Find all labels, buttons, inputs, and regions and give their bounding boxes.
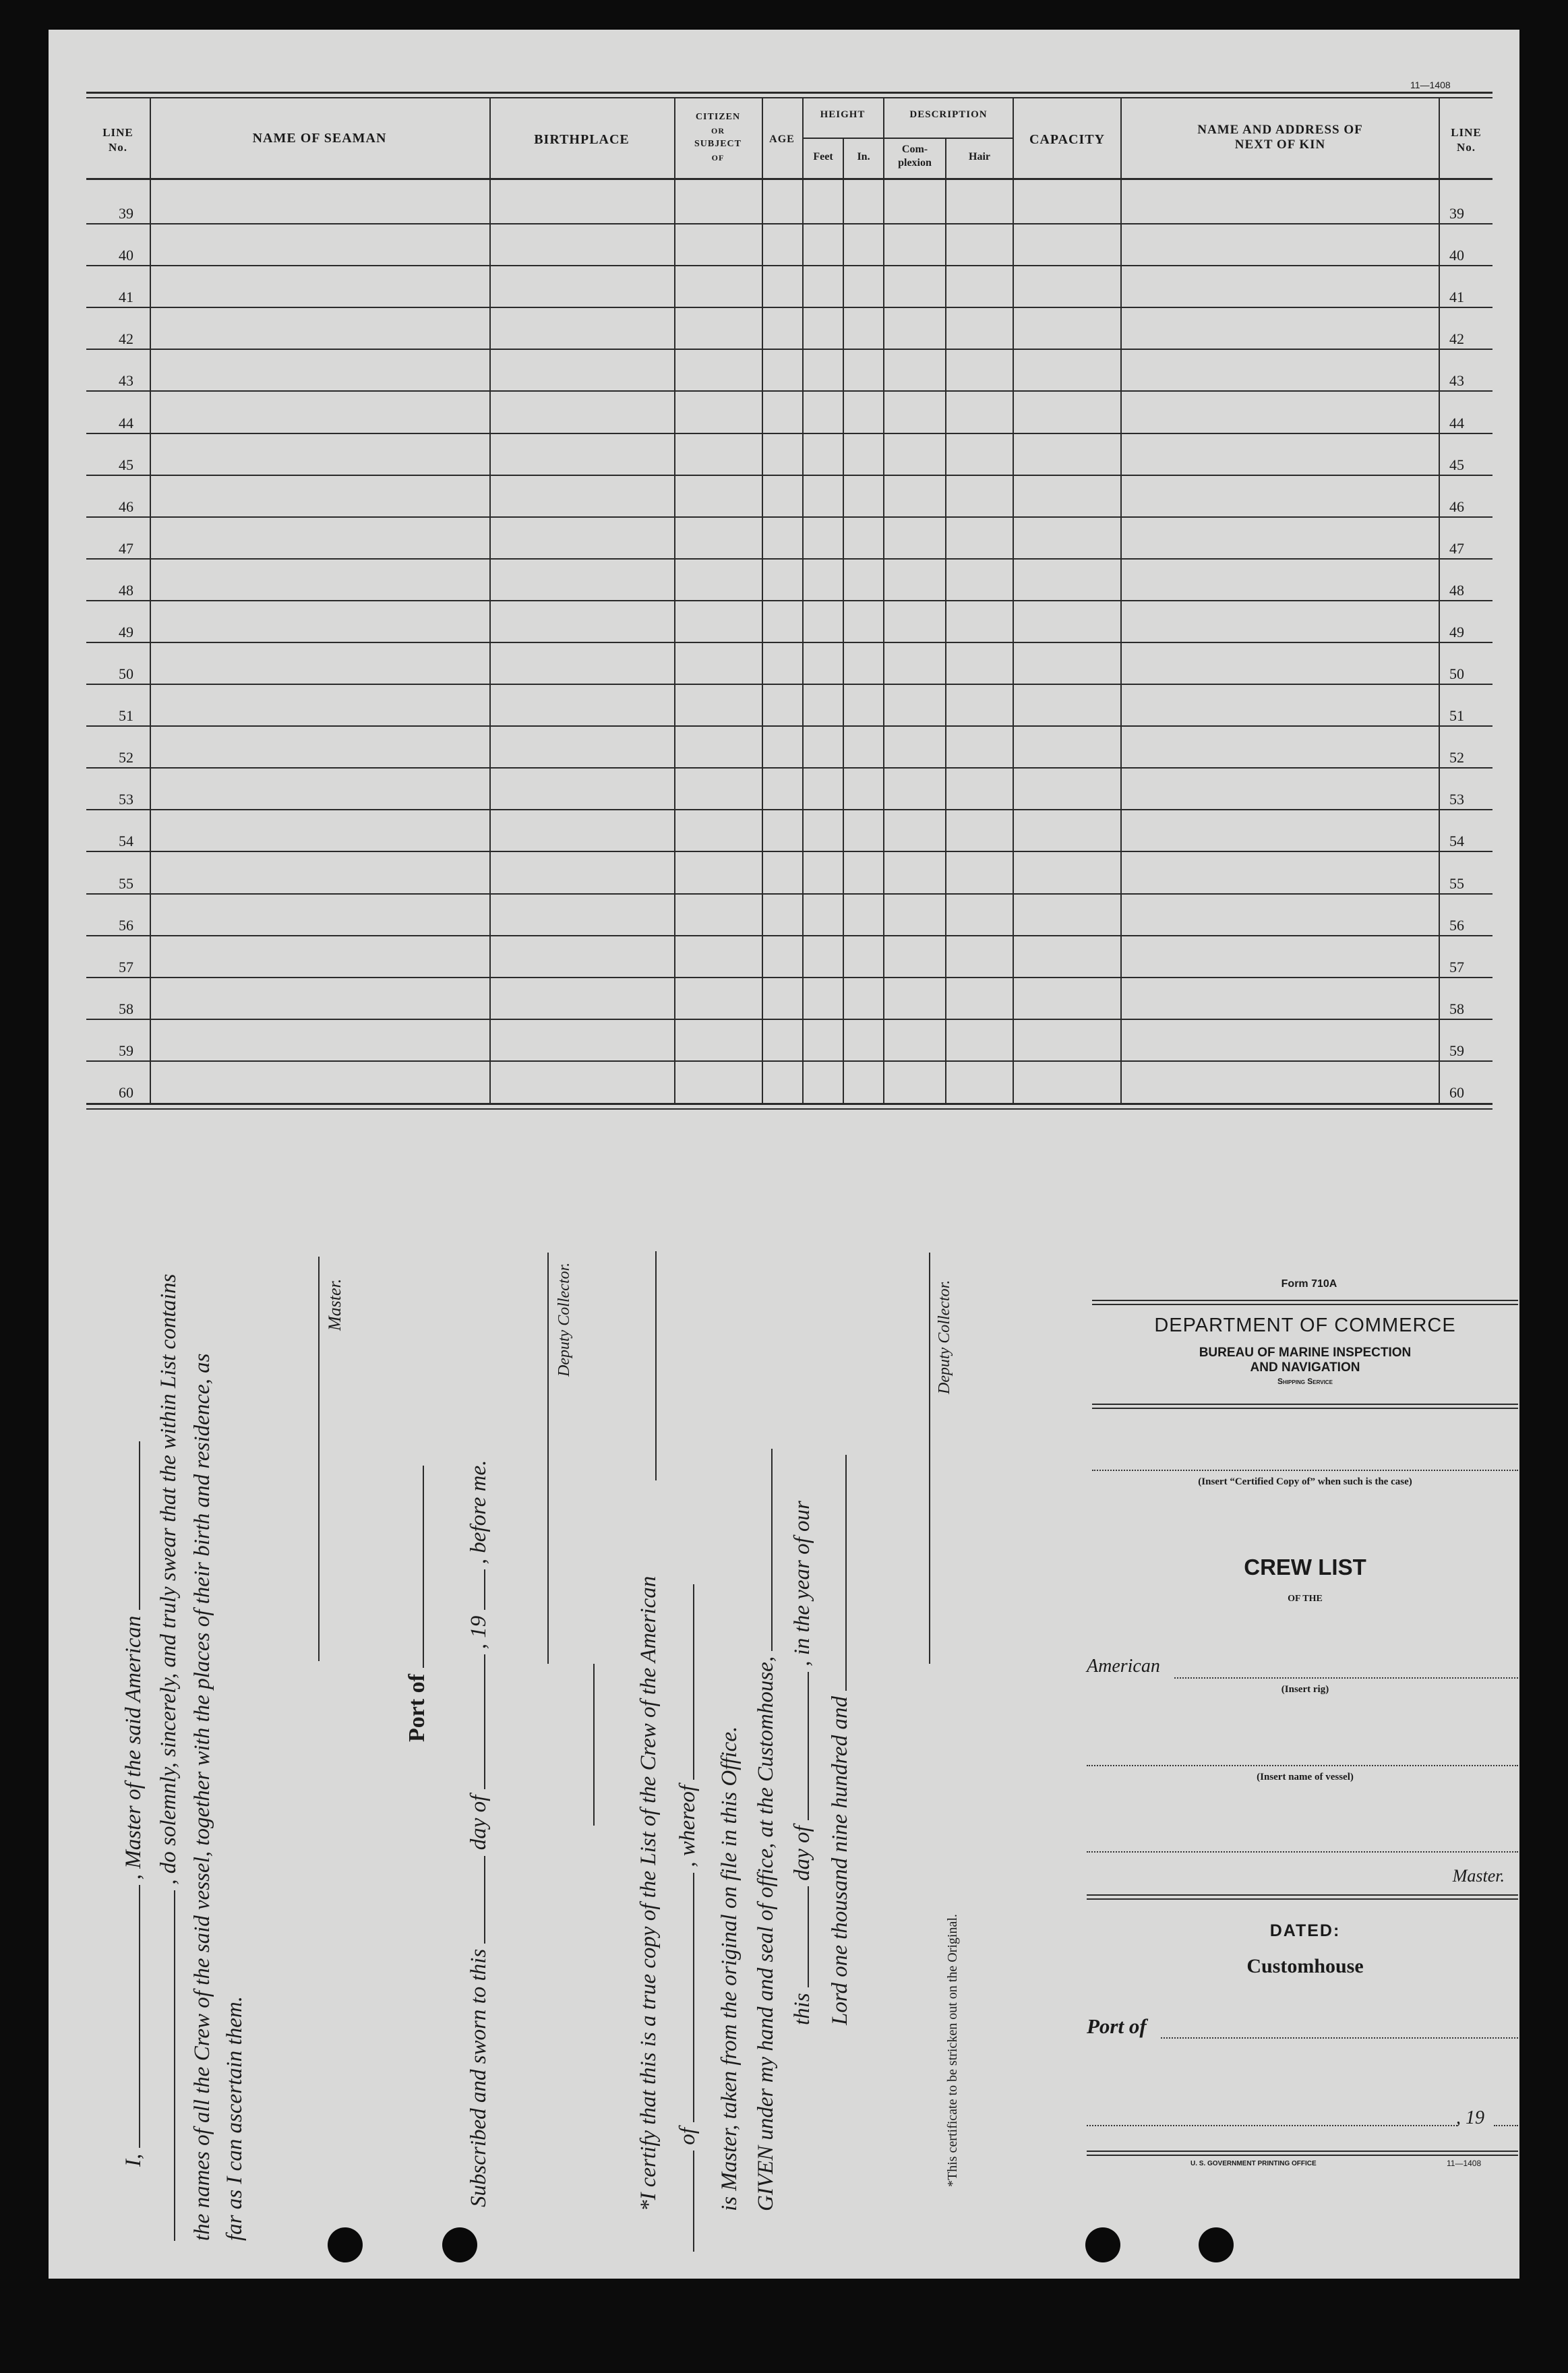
- cover-rule: [1087, 2155, 1518, 2156]
- header-text: NEXT OF KIN: [1234, 138, 1326, 152]
- line-number-left: 50: [119, 665, 133, 683]
- line-number-right: 43: [1449, 372, 1464, 390]
- header-text: LINE: [102, 126, 133, 139]
- line-number-right: 46: [1449, 498, 1464, 515]
- line-number-left: 56: [119, 916, 133, 934]
- table-top-rule-2: [86, 97, 1492, 98]
- line-number-left: 55: [119, 874, 133, 892]
- month-blank[interactable]: [484, 1654, 485, 1789]
- oath-port-of: [404, 1466, 430, 1742]
- oath-text: , Master of the said American: [121, 1615, 146, 1880]
- oath-text: this: [790, 1993, 814, 2025]
- dated-label: DATED:: [1269, 1921, 1341, 1940]
- line-number-right: 55: [1449, 874, 1464, 892]
- of-the-label: OF THE: [1288, 1594, 1323, 1604]
- cover-rule: [1092, 1304, 1518, 1305]
- header-text: LINE: [1451, 126, 1482, 139]
- whereof-blank[interactable]: [693, 1584, 694, 1780]
- table-header-rule: [86, 178, 1492, 180]
- table-top-rule: [86, 92, 1492, 94]
- line-number-right: 56: [1449, 916, 1464, 934]
- cover-rule: [1092, 1300, 1518, 1301]
- form-number: Form 710A: [1281, 1278, 1337, 1290]
- cover-rule: [1087, 2151, 1518, 2152]
- line-number-left: 51: [119, 707, 133, 725]
- table-row[interactable]: [86, 559, 1492, 601]
- insert-certified-note: (Insert “Certified Copy of” when such is the case): [1198, 1476, 1412, 1487]
- header-name-of-seaman: NAME OF SEAMAN: [252, 131, 387, 146]
- line-number-left: 48: [119, 581, 133, 599]
- header-line-no-right: [1440, 125, 1492, 155]
- table-row[interactable]: [86, 182, 1492, 224]
- header-hair: Hair: [969, 151, 990, 162]
- oath-text: GIVEN under my hand and seal of office, at the Customhouse,: [754, 1656, 778, 2211]
- header-height: HEIGHT: [820, 109, 866, 120]
- line-number-right: 48: [1449, 581, 1464, 599]
- section-separator: [593, 1664, 595, 1826]
- oath-line-1: [121, 1441, 146, 2167]
- form-code-top: 11—1408: [1410, 80, 1451, 90]
- line-number-right: 45: [1449, 456, 1464, 473]
- oath-text: Lord one thousand nine hundred and: [828, 1696, 852, 2025]
- line-number-left: 44: [119, 414, 133, 431]
- line-number-right: 42: [1449, 330, 1464, 348]
- cover-rule: [1087, 1898, 1518, 1900]
- master-signature-line[interactable]: [318, 1257, 320, 1661]
- cover-port-of-label: Port of: [1087, 2014, 1147, 2038]
- line-number-right: 53: [1449, 791, 1464, 808]
- line-number-right: 40: [1449, 247, 1464, 264]
- oath-subscribed: [466, 1460, 491, 2207]
- header-description: DESCRIPTION: [909, 109, 988, 120]
- oath-line-3: the names of all the Crew of the said vessel, together with the places of their birth and residence, as: [190, 1353, 214, 2241]
- this-day-blank[interactable]: [808, 1886, 809, 1987]
- table-row[interactable]: [86, 1061, 1492, 1103]
- of-blank-1[interactable]: [693, 2151, 694, 2252]
- oath-is-master: is Master, taken from the original on file in this Office.: [717, 1726, 742, 2211]
- header-complexion: [884, 143, 945, 170]
- master-name-blank[interactable]: [139, 1886, 140, 2149]
- header-birthplace: BIRTHPLACE: [534, 132, 630, 147]
- table-row[interactable]: [86, 349, 1492, 391]
- header-capacity: CAPACITY: [1029, 132, 1106, 147]
- header-feet: Feet: [813, 151, 833, 162]
- line-number-right: 58: [1449, 1000, 1464, 1017]
- vessel-blank[interactable]: [139, 1441, 140, 1610]
- header-citizen: [675, 111, 760, 164]
- deputy-signature-line-2[interactable]: [929, 1253, 930, 1664]
- header-text: plexion: [898, 157, 932, 169]
- table-row[interactable]: [86, 601, 1492, 642]
- line-number-left: 47: [119, 539, 133, 557]
- oath-footnote: *This certificate to be stricken out on the Original.: [945, 1914, 960, 2187]
- cover-year-label: , 19: [1456, 2107, 1484, 2128]
- oath-line-2: [156, 1274, 181, 2242]
- table-row[interactable]: [86, 1019, 1492, 1061]
- line-number-right: 41: [1449, 289, 1464, 306]
- oath-text: Port of: [404, 1673, 429, 1742]
- rig-blank[interactable]: [1174, 1677, 1518, 1679]
- header-subrule: [802, 138, 1013, 139]
- oath-this-day: [790, 1501, 815, 2025]
- cover-master-blank[interactable]: [1087, 1851, 1518, 1853]
- gpo-imprint: U. S. GOVERNMENT PRINTING OFFICE: [1190, 2160, 1317, 2167]
- lord-year-blank[interactable]: [845, 1455, 847, 1691]
- oath-given: [754, 1449, 779, 2211]
- line-number-left: 49: [119, 624, 133, 640]
- header-age: AGE: [769, 133, 795, 145]
- line-number-right: 49: [1449, 624, 1464, 640]
- punch-hole: [1199, 2227, 1234, 2262]
- line-number-left: 46: [119, 498, 133, 515]
- line-number-right: 44: [1449, 414, 1464, 431]
- punch-hole: [1085, 2227, 1120, 2262]
- table-row[interactable]: [86, 768, 1492, 810]
- customhouse-label: Customhouse: [1246, 1955, 1364, 1977]
- header-in: In.: [857, 151, 870, 162]
- oath-text: I,: [121, 2153, 146, 2167]
- oath-lord: [828, 1455, 853, 2025]
- oath-text: , in the year of our: [790, 1501, 814, 1666]
- deputy-signature-line-1[interactable]: [547, 1253, 549, 1664]
- table-row[interactable]: [86, 266, 1492, 307]
- oath-text: , 19: [466, 1615, 491, 1650]
- bureau-line-2: AND NAVIGATION: [1250, 1360, 1360, 1375]
- table-row[interactable]: [86, 894, 1492, 936]
- line-number-right: 50: [1449, 665, 1464, 683]
- this-month-blank[interactable]: [808, 1672, 809, 1820]
- header-text: No.: [1456, 141, 1476, 154]
- line-number-left: 45: [119, 456, 133, 473]
- table-row[interactable]: [86, 810, 1492, 851]
- table-row[interactable]: [86, 851, 1492, 893]
- table-row[interactable]: [86, 936, 1492, 978]
- line-number-right: 59: [1449, 1042, 1464, 1059]
- header-line-no-left: [88, 125, 148, 155]
- table-row[interactable]: [86, 517, 1492, 559]
- line-number-left: 58: [119, 1000, 133, 1017]
- header-text: OF: [711, 153, 725, 162]
- table-bottom-rule: [86, 1103, 1492, 1105]
- cover-rule: [1087, 1894, 1518, 1896]
- header-text: OR: [711, 126, 725, 136]
- oath-text: day of: [790, 1826, 814, 1881]
- table-row[interactable]: [86, 642, 1492, 684]
- table-row[interactable]: [86, 433, 1492, 475]
- line-number-right: 52: [1449, 749, 1464, 767]
- line-number-left: 60: [119, 1084, 133, 1101]
- table-row[interactable]: [86, 684, 1492, 726]
- line-number-left: 40: [119, 247, 133, 264]
- oath-of-line: [675, 1584, 700, 2252]
- oath-text: , do solemnly, sincerely, and truly swear that the within List contains: [156, 1273, 181, 1885]
- line-number-left: 41: [119, 289, 133, 306]
- oath-text: of: [675, 2128, 700, 2145]
- insert-name-note: (Insert name of vessel): [1257, 1772, 1354, 1782]
- line-number-left: 39: [119, 205, 133, 222]
- document-page: [49, 30, 1519, 2279]
- certified-copy-blank[interactable]: [1092, 1470, 1518, 1471]
- american-label: American: [1087, 1656, 1160, 1677]
- cover-year-blank[interactable]: [1494, 2125, 1518, 2126]
- table-row[interactable]: [86, 475, 1492, 517]
- oath-line-4: far as I can ascertain them.: [222, 1996, 247, 2241]
- line-number-right: 60: [1449, 1084, 1464, 1101]
- cover-rule: [1092, 1404, 1518, 1405]
- cover-date-blank[interactable]: [1087, 2125, 1457, 2126]
- line-number-left: 42: [119, 330, 133, 348]
- customhouse-blank[interactable]: [771, 1449, 773, 1651]
- oath-certify: *I certify that this is a true copy of the List of the Crew of the American: [636, 1575, 661, 2211]
- oath-text: , before me.: [466, 1460, 491, 1565]
- header-text: NAME AND ADDRESS OF: [1197, 123, 1363, 137]
- oath-text: , whereof: [675, 1784, 700, 1867]
- dept-name: DEPARTMENT OF COMMERCE: [1154, 1315, 1456, 1336]
- bureau-line-1: BUREAU OF MARINE INSPECTION: [1199, 1346, 1412, 1360]
- of-blank-2[interactable]: [693, 1873, 694, 2122]
- oath-text: day of: [466, 1795, 491, 1851]
- oath-deputy-collector-1: Deputy Collector.: [555, 1262, 573, 1377]
- line-number-left: 53: [119, 791, 133, 808]
- line-number-right: 57: [1449, 958, 1464, 975]
- oath-deputy-collector-2: Deputy Collector.: [936, 1280, 953, 1394]
- line-number-right: 39: [1449, 205, 1464, 222]
- line-number-right: 54: [1449, 833, 1464, 850]
- header-text: No.: [108, 141, 128, 154]
- line-number-left: 52: [119, 749, 133, 767]
- line-number-left: 43: [119, 372, 133, 390]
- table-row[interactable]: [86, 391, 1492, 433]
- insert-rig-note: (Insert rig): [1281, 1684, 1329, 1695]
- header-next-of-kin: [1122, 123, 1439, 152]
- port-blank[interactable]: [423, 1466, 424, 1668]
- line-number-left: 57: [119, 958, 133, 975]
- header-text: SUBJECT: [694, 139, 742, 149]
- certify-vessel-blank[interactable]: [655, 1251, 657, 1480]
- table-row[interactable]: [86, 726, 1492, 768]
- shipping-service: Shipping Service: [1277, 1377, 1333, 1386]
- table-row[interactable]: [86, 307, 1492, 349]
- punch-hole: [328, 2227, 363, 2262]
- cover-form-code: 11—1408: [1447, 2159, 1482, 2168]
- vessel-name-blank[interactable]: [1087, 1765, 1518, 1766]
- line-number-right: 47: [1449, 539, 1464, 557]
- crew-list-title: CREW LIST: [1244, 1555, 1366, 1580]
- table-row[interactable]: [86, 978, 1492, 1019]
- day-blank[interactable]: [484, 1856, 485, 1944]
- cover-port-blank[interactable]: [1161, 2037, 1518, 2039]
- year-blank[interactable]: [484, 1569, 485, 1610]
- table-row[interactable]: [86, 224, 1492, 266]
- oath-text: Subscribed and sworn to this: [466, 1948, 491, 2207]
- oath-blank[interactable]: [174, 1890, 175, 2241]
- header-text: Com-: [901, 144, 928, 155]
- cover-master-label: Master.: [1452, 1866, 1505, 1886]
- line-number-left: 54: [119, 833, 133, 850]
- table-bottom-rule-2: [86, 1108, 1492, 1110]
- cover-rule: [1092, 1408, 1518, 1409]
- oath-master-label: Master.: [325, 1278, 344, 1331]
- punch-hole: [442, 2227, 477, 2262]
- header-text: CITIZEN: [695, 112, 741, 122]
- line-number-right: 51: [1449, 707, 1464, 725]
- line-number-left: 59: [119, 1042, 133, 1059]
